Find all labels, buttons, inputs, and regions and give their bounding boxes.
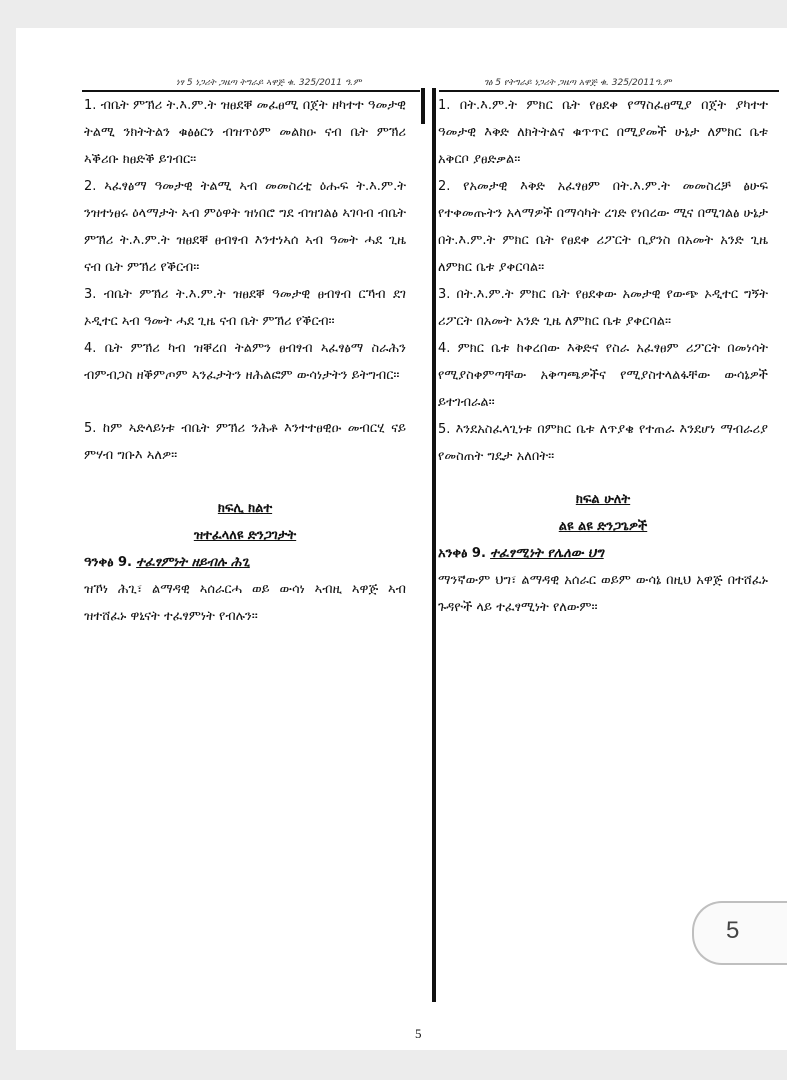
paragraph-4: 4. ቤት ምኽሪ ካብ ዝቐረበ ትልምን ፀብፃብ ኣፈፃፅማ ስራሕን ብምብጋስ ዘቕምጦም ኣንፈታትን ዘሕልፎም ውሳነታትን ይትግብር። xyxy=(84,341,406,383)
article-title: ተፈፃሚነት የሌለው ህግ xyxy=(490,546,604,561)
article-title: ተፈፃምነት ዘይብሉ ሕጊ xyxy=(136,555,250,570)
paragraph-2: 2. ኣፈፃፅማ ዓመታዊ ትልሚ ኣብ መመስረቲ ዕሑፍ ት.እ.ም.ት ንዝተነፀሩ ዕላማታት ኣብ ምዕዋት ዝነበሮ ግደ ብዝገልፅ ኣገባብ ብቤት ምኽሪ ት.እ.ም.ት ዝፀደቐ ፀብፃብ እንተነኣሰ ኣብ ዓመት ሓደ ጊዜ ናብ ቤት ምኽሪ የቕርብ። xyxy=(84,179,406,275)
paragraph-5: 5. ከም ኣድላይነቱ ብቤት ምኽሪ ንሕቶ እንተተፀዊዑ መብርሂ ናይ ምሃብ ግቡእ ኣለዎ። xyxy=(84,421,406,463)
part-title: ክፍል ሁለት xyxy=(575,492,631,507)
column-divider xyxy=(432,88,436,1002)
part-title: ክፍሊ ክልተ xyxy=(217,501,273,516)
paragraph-2: 2. የአመታዊ እቅድ አፈፃፀም በት.እ.ም.ት መመስረቻ ፅሁፍ የተቀመጡትን አላማዎች በማሳካት ረገድ የነበረው ሚና በሚገልፅ ሁኔታ በት.እ.ም.ት ምክር ቤት የፀደቀ ሪፖርት ቢያንስ በአመት አንድ ጊዜ ለምክር ቤቱ ያቀርባል። xyxy=(438,179,768,275)
footer-page-number: 5 xyxy=(415,1026,422,1041)
article-label: አንቀፅ 9. xyxy=(438,546,486,561)
page-indicator-tab[interactable] xyxy=(692,901,787,965)
left-column-tigrinya xyxy=(84,92,406,630)
paragraph-3: 3. በት.እ.ም.ት ምክር ቤት የፀደቀው አመታዊ የውጭ ኦዲተር ግኝት ሪፖርት በአመት አንድ ጊዜ ለምክር ቤቱ ያቀርባል። xyxy=(438,287,768,329)
article-heading xyxy=(438,540,768,567)
part-subtitle: ልዩ ልዩ ድንጋጌዎች xyxy=(558,519,648,534)
paragraph-1: 1. ብቤት ምኽሪ ት.እ.ም.ት ዝፀደቐ መፈፀሚ በጀት ዘካተተ ዓመታዊ ትልሚ ንክትትልን ቁፅፅርን ብዝጥዕም መልክዑ ናብ ቤት ምኽሪ ኣቕሪቡ ክፀድቕ ይገብር። xyxy=(84,98,406,167)
running-header-left: ነፃ 5 ነጋሪት ጋዜጣ ትግራይ ኣዋጅ ቁ. 325/2011 ዓ.ም xyxy=(176,78,362,88)
paragraph-1: 1. በት.እ.ም.ት ምክር ቤት የፀደቀ የማስፈፀሚያ በጀት ያካተተ ዓመታዊ እቅድ ለክትትልና ቁጥጥር በሚያመች ሁኔታ ለምክር ቤቱ አቅርቦ ያፀድቃል። xyxy=(438,98,768,167)
page-indicator-number: 5 xyxy=(726,917,740,944)
paragraph-3: 3. ብቤት ምኽሪ ት.እ.ም.ት ዝፀደቐ ዓመታዊ ፀብፃብ ርኻብ ደገ ኦዲተር ኣብ ዓመት ሓደ ጊዜ ናብ ቤት ምኽሪ የቕርብ። xyxy=(84,287,406,329)
article-body: ዝኾነ ሕጊ፣ ልማዳዊ ኣሰራርሓ ወይ ውሳነ ኣብዚ ኣዋጅ ኣብ ዝተሸፈኑ ዋኒናት ተፈፃምነት የብሉን። xyxy=(84,582,406,624)
document-page xyxy=(16,28,787,1050)
running-header-right: ገፅ 5 የትግራይ ነጋሪት ጋዜጣ አዋጅ ቁ. 325/2011ዓ.ም xyxy=(484,78,672,88)
paragraph-5: 5. እንደአስፈላጊነቱ በምክር ቤቱ ለጥያቄ የተጠራ እንደሆነ ማብራሪያ የመስጠት ግዴታ አለበት። xyxy=(438,422,768,464)
article-heading xyxy=(84,549,406,576)
article-label: ዓንቀፅ 9. xyxy=(84,555,132,570)
column-divider-short xyxy=(421,88,425,124)
paragraph-4: 4. ምክር ቤቱ ከቀረበው እቅድና የስራ አፈፃፀም ሪፖርት በመነሳት የሚያስቀምጣቸው አቅጣጫዎችና የሚያስተላልፋቸው ውሳኔዎች ይተገብራል። xyxy=(438,341,768,410)
right-column-amharic xyxy=(438,92,768,621)
article-body: ማንኛውም ህግ፣ ልማዳዊ አሰራር ወይም ውሳኔ በዚህ አዋጅ በተሸፈኑ ጉዳዮች ላይ ተፈፃሚነት የለውም። xyxy=(438,573,768,615)
part-subtitle: ዝተፈላለዩ ድንጋገታት xyxy=(193,528,297,543)
